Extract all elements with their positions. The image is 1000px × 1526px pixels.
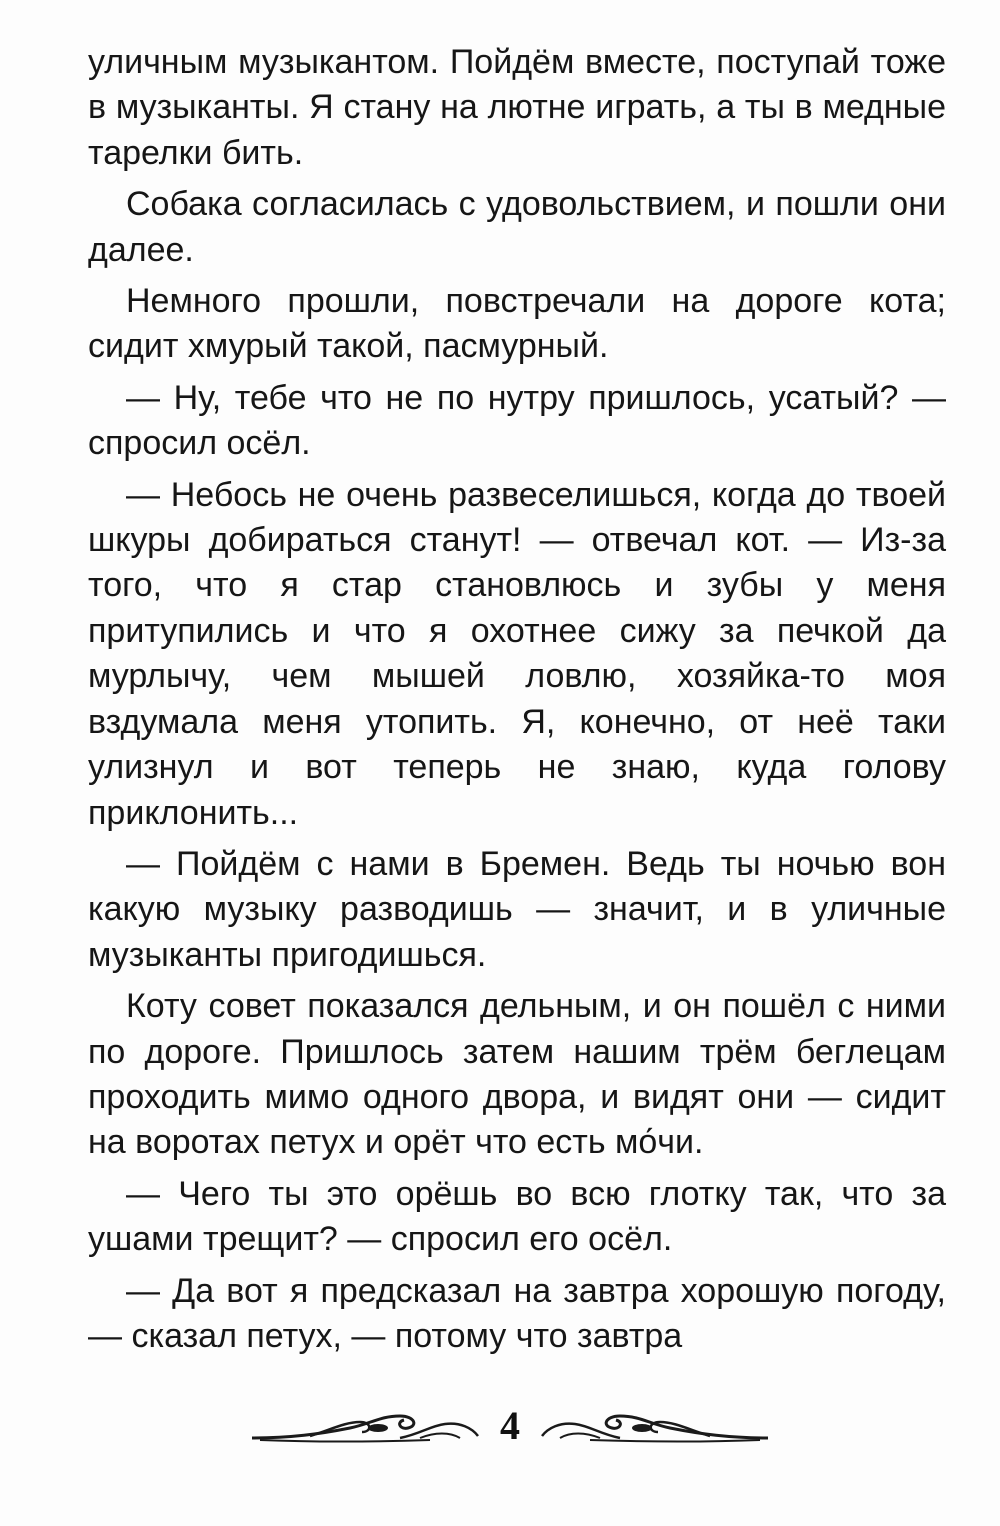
paragraph: — Пойдём с нами в Бремен. Ведь ты ночью вон какую музыку разводишь — значит, и в уличные музыканты пригодишься.: [88, 844, 946, 974]
paragraph: Собака согласилась с удовольствием, и пошли они далее.: [88, 185, 946, 269]
paragraph: — Да вот я предсказал на завтра хорошую погоду, — сказал петух, — потому что завтра: [88, 1271, 946, 1355]
paragraph: Немного прошли, повстречали на дороге кота; сидит хмурый такой, пасмурный.: [88, 282, 946, 366]
paragraph: — Ну, тебе что не по нутру пришлось, усатый? — спросил осёл.: [88, 378, 946, 463]
page-number: 4: [500, 1403, 520, 1448]
text-body: [88, 40, 946, 1365]
paragraph: — Небось не очень развеселишься, когда до твоей шкуры добираться станут! — отвечал кот. — Из-за того, что я стар становлюсь и зубы у меня притупились и что я охотнее сижу за печкой да мурлычу, чем мышей ловлю, хозяйка-то моя вздумала меня утопить. Я, конечно, от неё таки улизнул и вот теперь не знаю, куда голову приклонить...: [88, 475, 946, 832]
paragraph: — Чего ты это орёшь во всю глотку так, что за ушами трещит? — спросил его осёл.: [88, 1174, 946, 1259]
right-flourish-icon: [540, 1408, 770, 1448]
paragraph: Коту совет показался дельным, и он пошёл с ними по дороге. Пришлось затем нашим трём беглецам проходить мимо одного двора, и видят они — сидит на воротах петух и орёт что есть мо́чи.: [88, 987, 946, 1162]
page-footer: [0, 1398, 1000, 1468]
left-flourish-icon: [250, 1408, 480, 1448]
paragraph: уличным музыкантом. Пойдём вместе, поступай тоже в музыканты. Я стану на лютне играть, а ты в медные тарелки бить.: [88, 43, 946, 172]
